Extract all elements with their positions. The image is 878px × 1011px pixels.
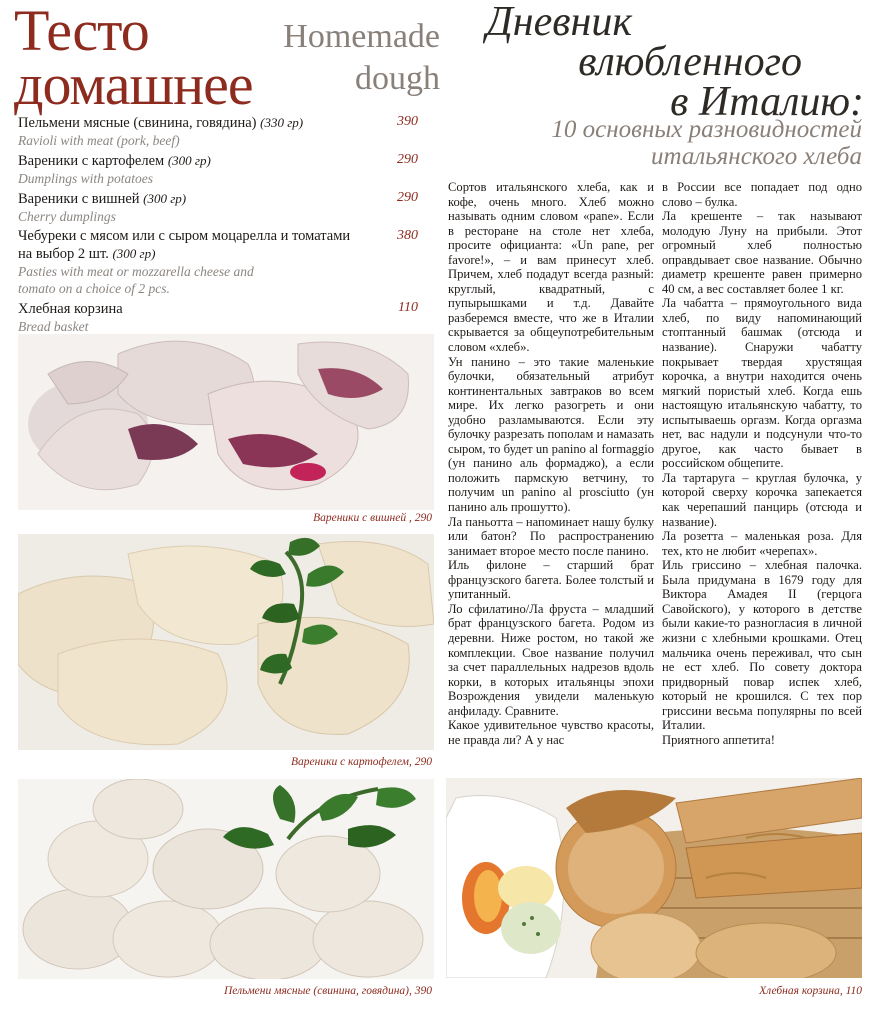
menu-item-price: 290 [397,152,418,167]
menu-item-en: Cherry dumplings [18,209,116,224]
caption-potato: Вареники с картофелем, 290 [290,756,432,768]
menu-item-name: Чебуреки с мясом или с сыром моцарелла и томатами на выбор 2 шт. [18,228,351,262]
menu-list [18,114,418,338]
article-subtitle-line2: итальянского хлеба [651,143,862,170]
photo-bread-basket [446,778,862,978]
article-paragraph: Ла розетта – маленькая роза. Для тех, кто не любит «черепах». [662,529,862,558]
article-paragraph: Иль филоне – старший брат французского багета. Более толстый и упитанный. [448,558,654,602]
article-paragraph: в России все попадает под одно слово – булка. [662,180,862,209]
menu-item-price: 110 [398,300,418,315]
menu-item-name: Вареники с картофелем [18,153,165,169]
title-ru [14,0,253,117]
article-paragraph: Ла чабатта – прямоугольного вида хлеб, по виду напоминающий стоптанный башмак (отсюда и название). Снаружи чабатту покрывает твердая хрустящая корочка, а внутри находится очень мягкий пористый хлеб. Когда ешь настоящую итальянскую чабатту, то испытываешь оргазм. Когда оргазма нет, вас надули и подсунули что-то другое, как часто бывает в российском общепите. [662,296,862,471]
caption-meat: Пельмени мясные (свинина, говядина), 390 [223,985,432,997]
menu-item-weight: (330 гр) [260,115,304,130]
title-en-line2: dough [355,60,440,97]
title-en-line1: Homemade [283,18,440,55]
menu-item [18,152,418,187]
article-paragraph: Иль гриссино – хлебная палочка. Была придумана в 1679 году для Виктора Амадея II (герцога Савойского), у которого в детстве были какие-то разногласия в личной жизни с хлебными крошками. Отец мальчика очень переживал, что сын не ест хлеб. По совету доктора придворный повар испек хлеб, который не крошился. С тех пор гриссини весьма популярны по всей Италии. [662,558,862,733]
menu-item-en: Bread basket [18,319,89,334]
article-title-line3: в Италию: [670,79,864,125]
article-title-line2: влюбленного [578,39,802,85]
photo-cherry-dumplings [18,334,434,510]
article-subtitle-line1: 10 основных разновидностей [551,116,862,143]
article-paragraph: Сортов итальянского хлеба, как и кофе, очень много. Хлеб можно называть одним словом «pane». Если в ресторане на столе нет хлеба, просите официанта: «Un pane, per favore!», – и вам принесут хлеб. Причем, хлеб подадут всегда разный: круглый, квадратный, с пупырышками и т.д. Давайте разберемся вместе, что же в Италии скрывается за общеупотребительным словом «хлеб». [448,180,654,355]
menu-item-weight: (300 гр) [112,246,156,261]
menu-item [18,300,418,335]
menu-item-weight: (300 гр) [167,153,211,168]
article-paragraph: Какое удивительное чувство красоты, не правда ли? А у нас [448,718,654,747]
article-paragraph: Ло сфилатино/Ла фруста – младший брат французского багета. Родом из деревни. Ниже ростом, но такой же комплекции. Свое название получил за счет параллельных надрезов вдоль корки, в которых итальянцы эпохи Возрождения увидели маленькую анфиладу. Сравните. [448,601,654,718]
menu-item [18,228,418,297]
caption-bread: Хлебная корзина, 110 [759,985,862,997]
title-en [230,16,440,100]
menu-item-price: 390 [397,114,418,129]
article-paragraph: Приятного аппетита! [662,732,775,747]
menu-item-price: 290 [397,190,418,205]
title-ru-line2: домашнее [14,52,253,117]
menu-item-en: Dumplings with potatoes [18,171,154,186]
article-paragraph: Ла крешенте – так называют молодую Луну на прибыли. Этот огромный хлеб полностью оправдывает свое название. Обычно диаметр крешенте равен примерно 40 см, а вес составляет более 1 кг. [662,209,862,296]
photo-meat-pelmeni [18,779,434,979]
menu-item-weight: (300 гр) [143,191,187,206]
article-paragraph: Ла паньотта – напоминает нашу булку или батон? По распространению занимает второе место после панино. [448,514,654,558]
menu-item [18,114,418,149]
article-column-2 [662,180,862,747]
menu-item-name: Пельмени мясные (свинина, говядина) [18,115,257,131]
menu-item-en: Ravioli with meat (pork, beef) [18,133,180,148]
title-ru-line1: Тесто [14,0,149,63]
menu-item-name: Хлебная корзина [18,301,123,317]
caption-cherry: Вареники с вишней , 290 [313,512,432,524]
article-subtitle [442,116,862,170]
article-paragraph: Ун панино – это такие маленькие булочки, обязательный атрибут континентальных завтраков во всем мире. Их легко разогреть и они удобно разламываются. Если эту булочку разрезать пополам и намазать сыром, то будет un panino al formaggio (ун панино аль формаджо), а если положить пармскую ветчину, то получим un panino al prosciutto (ун панино аль прошутто). [448,354,654,515]
article-title-line1: Дневник [486,0,632,45]
menu-item-name: Вареники с вишней [18,191,140,207]
article-paragraph: Ла тартаруга – круглая булочка, у которой сверху корочка запекается как черепаший панцирь (отсюда и название). [662,470,862,529]
article-column-1 [448,180,654,747]
photo-potato-dumplings [18,534,434,750]
menu-item-en: Pasties with meat or mozzarella cheese and tomato on a choice of 2 pcs. [18,264,254,296]
menu-item [18,190,418,225]
article-title [464,0,864,125]
menu-item-price: 380 [397,228,418,243]
